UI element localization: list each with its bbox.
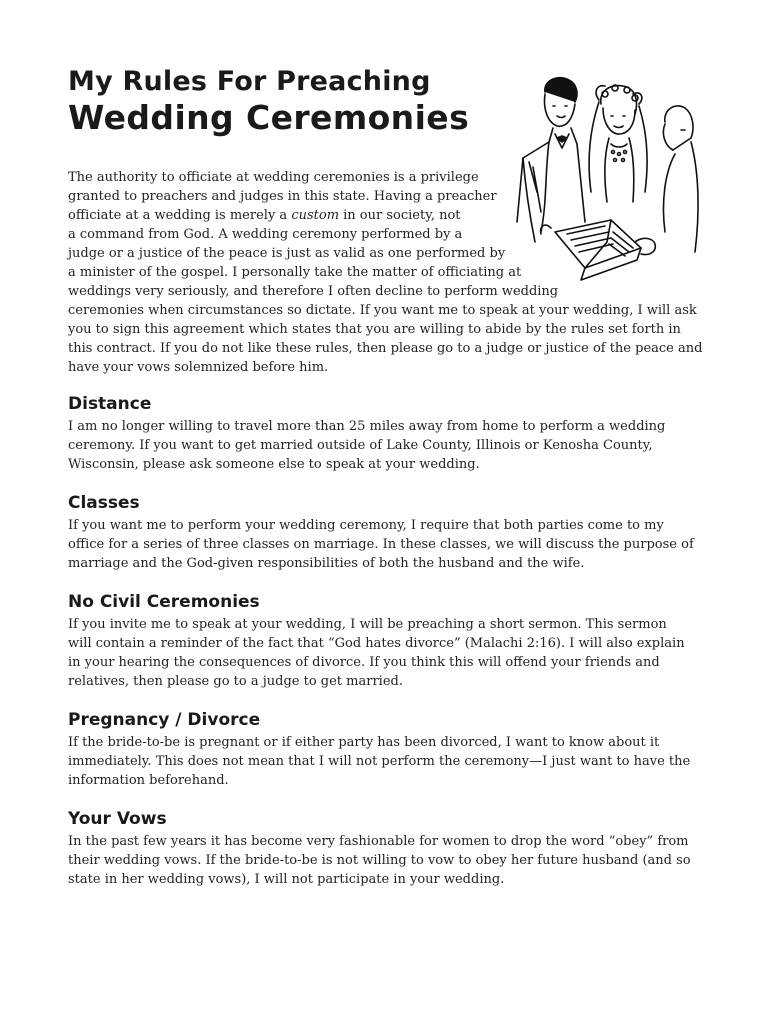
intro-line	[68, 206, 461, 225]
intro-line: this contract. If you do not like these rules, then please go to a judge or justice of the peace and	[68, 341, 703, 356]
emphasis-custom: custom	[291, 208, 340, 223]
title-line-2: Wedding Ceremonies	[68, 98, 470, 137]
section-line: state in her wedding vows), I will not participate in your wedding.	[68, 872, 505, 887]
section-line: information beforehand.	[68, 773, 229, 788]
intro-line: a minister of the gospel. I personally take the matter of officiating at	[68, 265, 522, 280]
section-line: I am no longer willing to travel more than 25 miles away from home to perform a wedding	[68, 419, 666, 434]
section-heading-classes: Classes	[68, 493, 140, 513]
section-body-no-civil-ceremonies	[68, 615, 708, 691]
section-line: in your hearing the consequences of divorce. If you think this will offend your friends and	[68, 655, 660, 670]
intro-line: a command from God. A wedding ceremony performed by a	[68, 227, 463, 242]
section-line: ceremony. If you want to get married outside of Lake County, Illinois or Kenosha County,	[68, 438, 653, 453]
section-line: will contain a reminder of the fact that “God hates divorce” (Malachi 2:16). I will also explain	[68, 636, 685, 651]
section-line: If you want me to perform your wedding ceremony, I require that both parties come to my	[68, 518, 664, 533]
section-line: If the bride-to-be is pregnant or if either party has been divorced, I want to know about it	[68, 735, 660, 750]
intro-line: you to sign this agreement which states that you are willing to abide by the rules set forth in	[68, 322, 681, 337]
section-line: In the past few years it has become very fashionable for women to drop the word “obey” from	[68, 834, 689, 849]
intro-line: granted to preachers and judges in this state. Having a preacher	[68, 189, 497, 204]
section-body-distance	[68, 417, 708, 474]
intro-line: The authority to officiate at wedding ceremonies is a privilege	[68, 170, 479, 185]
section-line: immediately. This does not mean that I will not perform the ceremony—I just want to have the	[68, 754, 691, 769]
section-body-classes	[68, 516, 708, 573]
section-line: If you invite me to speak at your wedding, I will be preaching a short sermon. This sermon	[68, 617, 667, 632]
title-line-1: My Rules For Preaching	[68, 66, 431, 97]
wedding-couple-illustration-icon	[515, 72, 700, 287]
section-body-your-vows	[68, 832, 708, 889]
section-heading-your-vows: Your Vows	[68, 809, 167, 829]
section-line: office for a series of three classes on marriage. In these classes, we will discuss the purpose of	[68, 537, 694, 552]
intro-line: weddings very seriously, and therefore I often decline to perform wedding	[68, 284, 559, 299]
intro-line-segment: in our society, not	[339, 208, 461, 223]
section-heading-pregnancy-divorce: Pregnancy / Divorce	[68, 710, 261, 730]
intro-line: judge or a justice of the peace is just as valid as one performed by	[68, 246, 506, 261]
section-line: their wedding vows. If the bride-to-be is not willing to vow to obey her future husband (and so	[68, 853, 691, 868]
intro-line: ceremonies when circumstances so dictate. If you want me to speak at your wedding, I will ask	[68, 303, 697, 318]
intro-line-segment: officiate at a wedding is merely a	[68, 208, 292, 223]
section-line: Wisconsin, please ask someone else to speak at your wedding.	[68, 457, 480, 472]
section-line: relatives, then please go to a judge to get married.	[68, 674, 403, 689]
section-line: marriage and the God-given responsibilities of both the husband and the wife.	[68, 556, 585, 571]
section-heading-no-civil-ceremonies: No Civil Ceremonies	[68, 592, 260, 612]
intro-line: have your vows solemnized before him.	[68, 360, 329, 375]
section-heading-distance: Distance	[68, 394, 152, 414]
section-body-pregnancy-divorce	[68, 733, 708, 790]
